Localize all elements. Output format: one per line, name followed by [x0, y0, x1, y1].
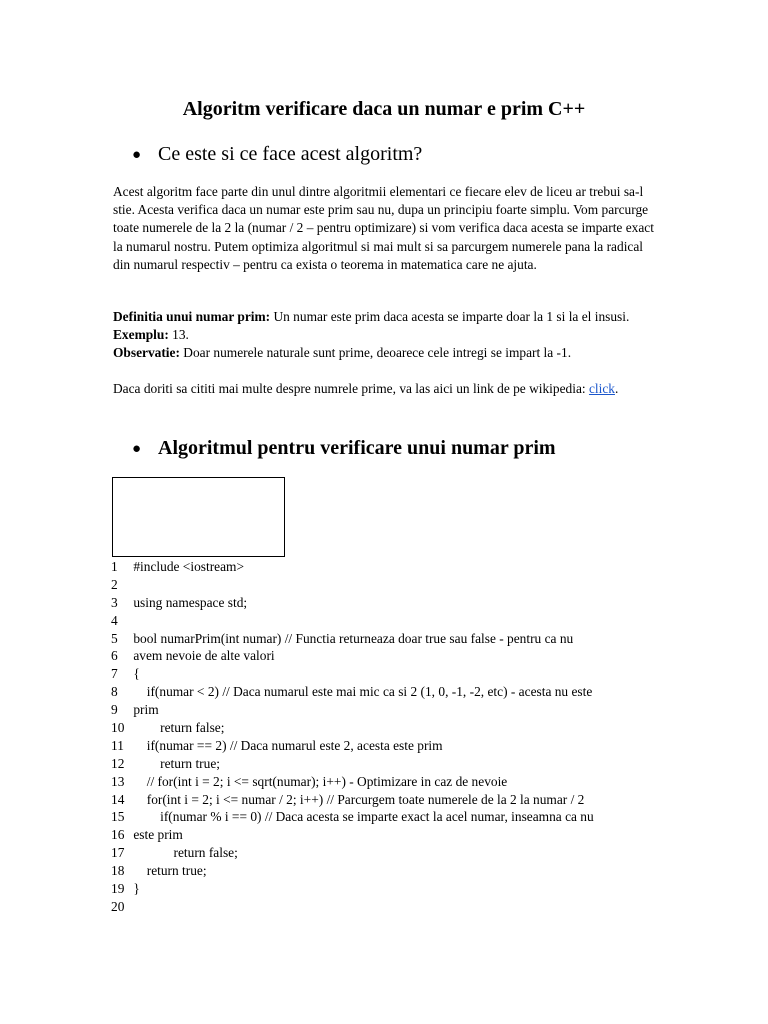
- wikipedia-link[interactable]: click: [588, 381, 615, 396]
- code-line: [111, 701, 671, 719]
- bullet-icon: ●: [132, 441, 142, 458]
- observation-label: Observatie:: [113, 345, 180, 361]
- code-line: [111, 665, 671, 683]
- code-line: [111, 719, 671, 737]
- section-heading-text: Algoritmul pentru verificare unui numar prim: [158, 437, 556, 459]
- line-number: 19: [111, 881, 125, 897]
- line-number: 15: [111, 809, 125, 825]
- code-text: return false;: [130, 845, 238, 861]
- section-heading-what-is: [132, 141, 422, 168]
- link-suffix: .: [615, 381, 619, 396]
- code-line: [111, 862, 671, 880]
- code-text: using namespace std;: [130, 594, 248, 610]
- definition-label: Definitia unui numar prim:: [113, 309, 271, 324]
- section-heading-algorithm: [132, 435, 556, 462]
- line-number: 17: [111, 845, 125, 861]
- line-number: 4: [111, 612, 118, 628]
- line-number: 3: [111, 594, 118, 610]
- code-line: [111, 791, 671, 809]
- section-heading-text: Ce este si ce face acest algoritm?: [158, 143, 423, 165]
- embedded-frame-placeholder: [112, 477, 285, 557]
- code-text: }: [130, 881, 140, 897]
- code-text: {: [130, 666, 140, 682]
- code-line: [111, 773, 671, 791]
- code-text: #include <iostream>: [130, 559, 245, 574]
- code-text: prim: [130, 702, 159, 718]
- line-number: 7: [111, 666, 118, 682]
- line-number: 14: [111, 791, 125, 807]
- code-text: for(int i = 2; i <= numar / 2; i++) // Parcurgem toate numerele de la 2 la numar / 2: [130, 791, 585, 807]
- line-number: 8: [111, 684, 118, 700]
- code-text: return true;: [130, 863, 207, 879]
- code-line: [111, 683, 671, 701]
- code-text: avem nevoie de alte valori: [130, 648, 275, 664]
- code-text: return true;: [130, 755, 220, 771]
- example-label: Exemplu:: [113, 327, 169, 343]
- code-line: [111, 880, 671, 898]
- code-line: [111, 826, 671, 844]
- code-text: return false;: [130, 720, 225, 736]
- line-number: 1: [111, 559, 118, 574]
- definition-text: Un numar este prim daca acesta se imparte doar la 1 si la el insusi.: [270, 309, 630, 324]
- intro-paragraph: Acest algoritm face parte din unul dintre algoritmii elementari ce fiecare elev de liceu ar trebui sa-l stie. Acesta verifica daca un numar este prim sau nu, dupa un principiu foarte simplu. Vom parcurge toate numerele de la 2 la (numar / 2 – pentru optimizare) si vom verifica daca acesta se imparte exact la numarul nostru. Putem optimiza algoritmul si mai mult si sa parcurgem numerele pana la radical din numarul respectiv – pentru ca exista o teorema in matematica care ne ajuta.: [113, 184, 654, 272]
- line-number: 9: [111, 702, 118, 718]
- line-number: 11: [111, 737, 124, 753]
- observation-text: Doar numerele naturale sunt prime, deoarece cele intregi se impart la -1.: [179, 345, 572, 361]
- code-line: [111, 594, 671, 612]
- document-title: Algoritm verificare daca un numar e prim C++: [182, 98, 586, 120]
- line-number: 18: [111, 863, 125, 879]
- line-number: 16: [111, 827, 125, 843]
- wikipedia-paragraph: [113, 380, 658, 398]
- wikipedia-text: Daca doriti sa cititi mai multe despre numrele prime, va las aici un link de pe wikipedia:: [113, 381, 589, 396]
- code-listing: [111, 558, 671, 916]
- code-line: [111, 630, 671, 648]
- code-text: if(numar == 2) // Daca numarul este 2, acesta este prim: [130, 737, 443, 753]
- definition-paragraph: [113, 308, 658, 363]
- bullet-icon: ●: [132, 147, 142, 164]
- code-line: [111, 612, 671, 630]
- code-text: bool numarPrim(int numar) // Functia returneaza doar true sau false - pentru ca nu: [130, 630, 574, 646]
- code-line: [111, 755, 671, 773]
- line-number: 13: [111, 773, 125, 789]
- code-line: [111, 737, 671, 755]
- line-number: 10: [111, 720, 125, 736]
- code-line: [111, 808, 671, 826]
- code-text: // for(int i = 2; i <= sqrt(numar); i++) - Optimizare in caz de nevoie: [130, 773, 508, 789]
- line-number: 2: [111, 576, 118, 592]
- code-line: [111, 844, 671, 862]
- line-number: 5: [111, 630, 118, 646]
- code-line: [111, 576, 671, 594]
- code-text: if(numar < 2) // Daca numarul este mai mic ca si 2 (1, 0, -1, -2, etc) - acesta nu este: [130, 684, 593, 700]
- code-line: [111, 558, 671, 576]
- code-text: este prim: [130, 827, 183, 843]
- line-number: 6: [111, 648, 118, 664]
- code-line: [111, 898, 671, 916]
- example-text: 13.: [168, 327, 189, 343]
- line-number: 12: [111, 755, 125, 771]
- code-line: [111, 647, 671, 665]
- code-text: if(numar % i == 0) // Daca acesta se imparte exact la acel numar, inseamna ca nu: [130, 809, 594, 825]
- line-number: 20: [111, 898, 125, 914]
